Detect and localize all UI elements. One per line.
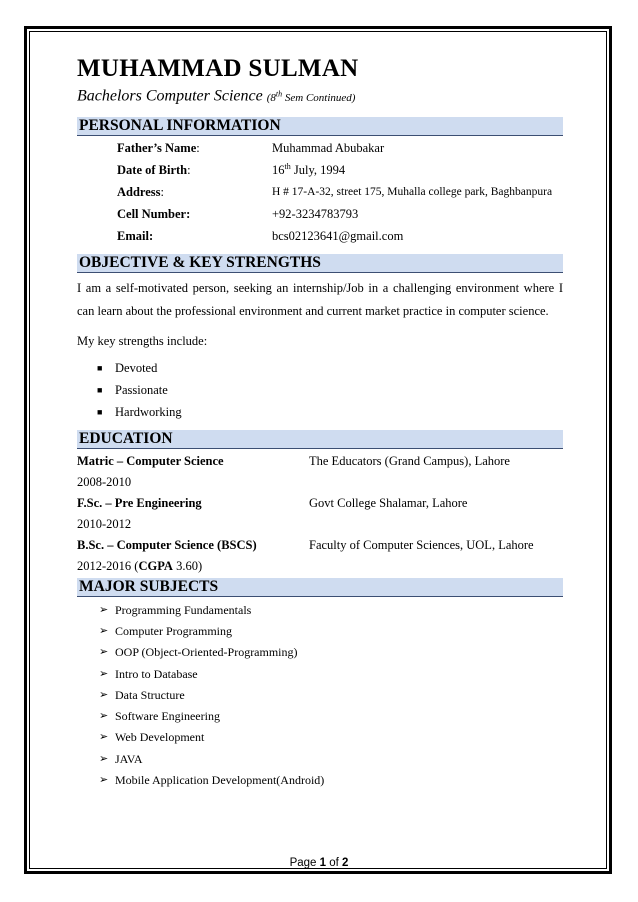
arrow-bullet-icon: ➢	[99, 752, 109, 765]
info-value: H # 17-A-32, street 175, Muhalla college park, Baghbanpura	[272, 185, 553, 198]
arrow-bullet-icon: ➢	[99, 731, 109, 744]
education-entry	[77, 493, 563, 514]
info-label: Cell Number:	[117, 206, 191, 221]
info-label: Email:	[117, 228, 154, 243]
arrow-bullet-icon: ➢	[99, 646, 109, 659]
education-entry	[77, 535, 563, 556]
edu-years: 2008-2010	[77, 474, 132, 489]
education-list	[77, 451, 563, 577]
section-heading-objective: OBJECTIVE & KEY STRENGTHS	[77, 254, 563, 273]
resume-content	[77, 54, 563, 791]
edu-degree: B.Sc. – Computer Science (BSCS)	[77, 537, 257, 552]
degree-line	[77, 84, 563, 108]
info-label: Father’s Name:	[117, 140, 200, 155]
square-bullet-icon: ■	[97, 384, 103, 395]
list-item: ■ Devoted	[77, 357, 563, 379]
arrow-bullet-icon: ➢	[99, 603, 109, 616]
list-item: ■ Passionate	[77, 379, 563, 401]
email-value[interactable]: bcs02123641@gmail.com	[272, 228, 404, 243]
semester-note: (8th Sem Continued)	[266, 89, 356, 104]
strengths-list	[77, 357, 563, 423]
edu-institute: The Educators (Grand Campus), Lahore	[309, 453, 510, 468]
section-heading-education: EDUCATION	[77, 430, 563, 449]
arrow-bullet-icon: ➢	[99, 688, 109, 701]
page-number-footer: Page 1 of 2	[289, 857, 349, 869]
degree-title: Bachelors Computer Science	[77, 87, 263, 105]
info-row-father	[77, 137, 563, 159]
list-item: ➢ Data Structure	[77, 685, 563, 706]
list-item: ➢ Web Development	[77, 727, 563, 748]
info-label: Address:	[117, 184, 165, 199]
arrow-bullet-icon: ➢	[99, 710, 109, 723]
list-item: ➢ Mobile Application Development(Android)	[77, 770, 563, 791]
edu-years: 2012-2016 (CGPA 3.60)	[77, 558, 203, 573]
list-item: ➢ Intro to Database	[77, 664, 563, 685]
info-row-cell	[77, 203, 563, 225]
edu-institute: Faculty of Computer Sciences, UOL, Lahore	[309, 537, 534, 552]
objective-paragraph: I am a self-motivated person, seeking an internship/Job in a challenging environment where I can learn about the professional environment and current market practice in computer science.	[77, 280, 563, 318]
list-item: ➢ JAVA	[77, 749, 563, 770]
education-entry	[77, 451, 563, 472]
info-value: +92-3234783793	[272, 206, 359, 221]
square-bullet-icon: ■	[97, 406, 103, 417]
info-value: 16th July, 1994	[272, 161, 346, 177]
edu-degree: Matric – Computer Science	[77, 453, 224, 468]
cgpa-label: CGPA	[138, 558, 173, 573]
info-row-email	[77, 225, 563, 247]
candidate-name: MUHAMMAD SULMAN	[77, 55, 359, 82]
info-row-dob	[77, 159, 563, 181]
personal-info-list	[77, 137, 563, 247]
edu-years: 2010-2012	[77, 516, 132, 531]
subjects-list	[77, 600, 563, 792]
info-row-address	[77, 181, 563, 203]
list-item: ■ Hardworking	[77, 401, 563, 423]
list-item: ➢ OOP (Object-Oriented-Programming)	[77, 642, 563, 663]
section-heading-personal: PERSONAL INFORMATION	[77, 117, 563, 136]
arrow-bullet-icon: ➢	[99, 667, 109, 680]
square-bullet-icon: ■	[97, 362, 103, 373]
arrow-bullet-icon: ➢	[99, 624, 109, 637]
list-item: ➢ Computer Programming	[77, 621, 563, 642]
edu-institute: Govt College Shalamar, Lahore	[309, 495, 468, 510]
edu-degree: F.Sc. – Pre Engineering	[77, 495, 202, 510]
section-heading-subjects: MAJOR SUBJECTS	[77, 578, 563, 597]
strengths-intro: My key strengths include:	[77, 333, 208, 348]
arrow-bullet-icon: ➢	[99, 774, 109, 787]
info-value: Muhammad Abubakar	[272, 140, 385, 155]
list-item: ➢ Software Engineering	[77, 706, 563, 727]
list-item: ➢ Programming Fundamentals	[77, 600, 563, 621]
info-label: Date of Birth:	[117, 162, 191, 177]
